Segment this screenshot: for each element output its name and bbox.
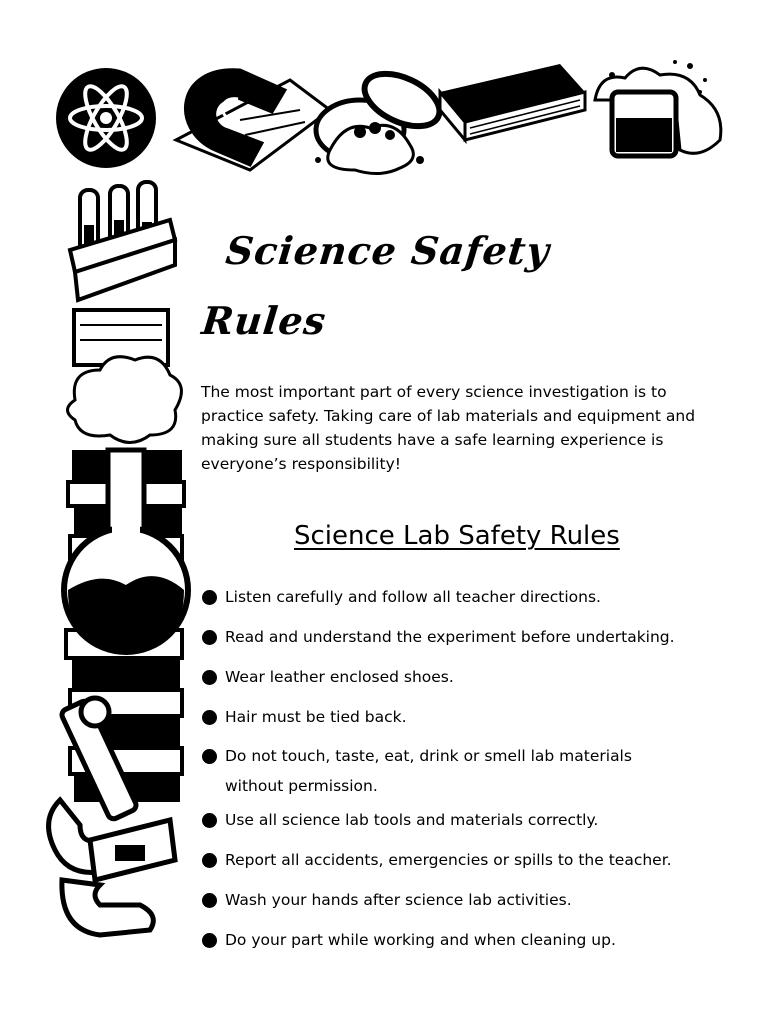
safety-rule-text: Do your part while working and when cleaning up.: [225, 931, 616, 949]
test-tubes-icon: [70, 182, 175, 365]
safety-rule: [202, 741, 665, 801]
bullet-icon: [202, 590, 217, 605]
safety-rule-text: Listen carefully and follow all teacher directions.: [225, 588, 601, 606]
safety-rule: [202, 582, 725, 612]
safety-rule-text: Wash your hands after science lab activities.: [225, 891, 572, 909]
bullet-icon: [202, 933, 217, 948]
safety-rule: [202, 702, 725, 732]
safety-rule: [202, 805, 725, 835]
book-icon: [440, 64, 585, 140]
magnet-icon: [176, 70, 330, 170]
safety-rule-text: Read and understand the experiment before undertaking.: [225, 628, 675, 646]
safety-rule: [202, 845, 725, 875]
safety-rule: [202, 885, 725, 915]
safety-rule-text: Do not touch, taste, eat, drink or smell lab materials without permission.: [225, 747, 632, 795]
page-title-line-2: Rules: [199, 298, 329, 343]
safety-rule: [202, 662, 725, 692]
safety-rule: [202, 622, 725, 652]
section-heading: Science Lab Safety Rules: [294, 521, 620, 551]
safety-rule-text: Use all science lab tools and materials correctly.: [225, 811, 599, 829]
safety-rule: [202, 925, 725, 955]
beaker-icon: [595, 60, 721, 156]
petri-dish-icon: [315, 63, 448, 173]
bullet-icon: [202, 853, 217, 868]
intro-paragraph: The most important part of every science investigation is to practice safety. Taking care of lab materials and equipment and making sure all students have a safe learning experience is everyone’s responsibility!: [201, 383, 696, 473]
safety-rule-text: Wear leather enclosed shoes.: [225, 668, 454, 686]
safety-rule-text: Hair must be tied back.: [225, 708, 407, 726]
bullet-icon: [202, 749, 217, 764]
page-title-line-1: Science Safety: [223, 228, 552, 273]
bullet-icon: [202, 813, 217, 828]
bullet-icon: [202, 630, 217, 645]
bullet-icon: [202, 710, 217, 725]
bullet-icon: [202, 670, 217, 685]
atom-icon: [56, 68, 156, 168]
bullet-icon: [202, 893, 217, 908]
smoke-cloud-icon: [68, 357, 182, 443]
safety-rule-text: Report all accidents, emergencies or spills to the teacher.: [225, 851, 672, 869]
